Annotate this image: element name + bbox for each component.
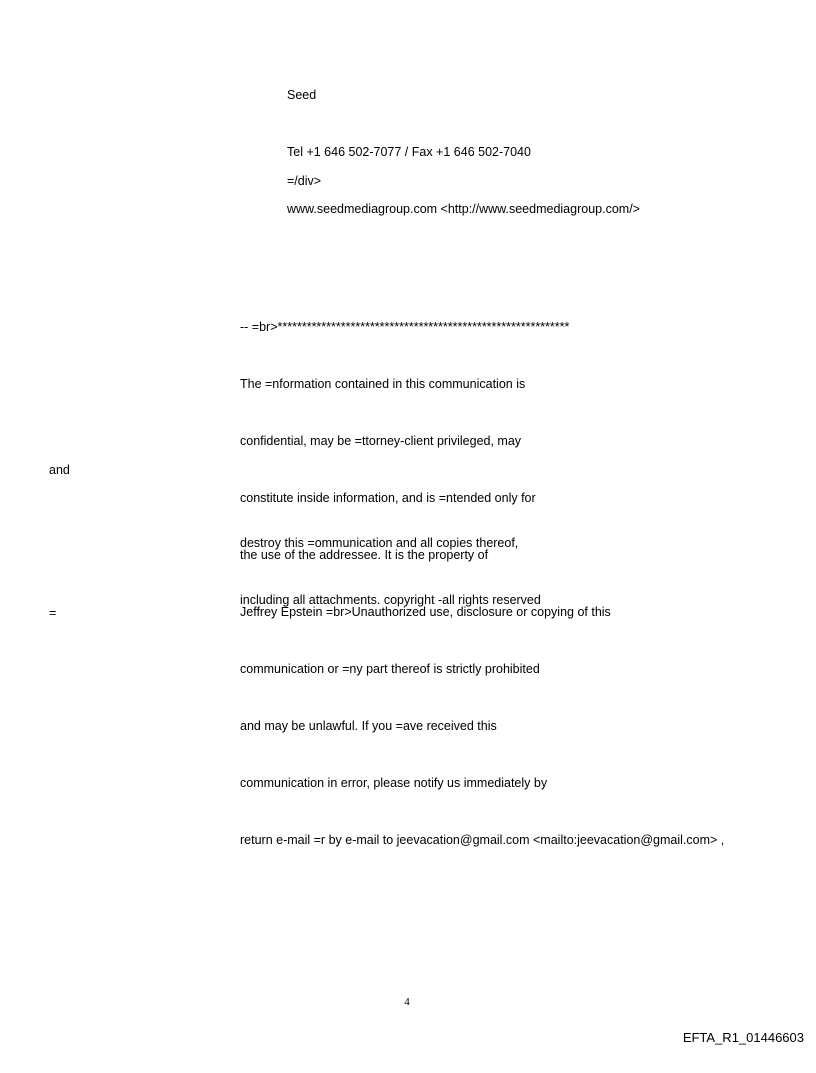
wrapped-word-and: and <box>49 463 70 477</box>
disclaimer-contact-line: return e-mail =r by e-mail to jeevacation@gmail.com <mailto:jeevacation@gmail.com> , <box>240 833 725 847</box>
disclaimer-separator: -- =br>************************************************************ <box>240 320 570 334</box>
disclaimer-line: confidential, may be =ttorney-client privileged, may <box>240 434 522 448</box>
signature-name: Seed <box>287 88 317 102</box>
disclaimer-line: communication in error, please notify us immediately by <box>240 776 548 790</box>
disclaimer-line: and may be unlawful. If you =ave received this <box>240 719 497 733</box>
signature-block <box>287 48 640 238</box>
disclaimer-line: Jeffrey Epstein =br>Unauthorized use, disclosure or copying of this <box>240 605 611 619</box>
disclaimer-closing <box>240 496 541 629</box>
disclaimer-line: destroy this =ommunication and all copies thereof, <box>240 536 519 550</box>
disclaimer-copyright-line: including all attachments. copyright -all rights reserved <box>240 593 541 607</box>
disclaimer-line: The =nformation contained in this communication is <box>240 377 526 391</box>
signature-website: www.seedmediagroup.com <http://www.seedmediagroup.com/> <box>287 202 640 216</box>
signature-phone-fax: Tel +1 646 502-7077 / Fax +1 646 502-7040 <box>287 145 531 159</box>
disclaimer-line: constitute inside information, and is =ntended only for <box>240 491 536 505</box>
disclaimer-line: communication or =ny part thereof is strictly prohibited <box>240 662 540 676</box>
bates-number: EFTA_R1_01446603 <box>682 1030 804 1045</box>
stray-equals: = <box>49 606 57 620</box>
disclaimer-line: the use of the addressee. It is the property of <box>240 548 489 562</box>
div-close-tag: =/div> <box>287 174 322 188</box>
page-number: 4 <box>404 996 410 1008</box>
